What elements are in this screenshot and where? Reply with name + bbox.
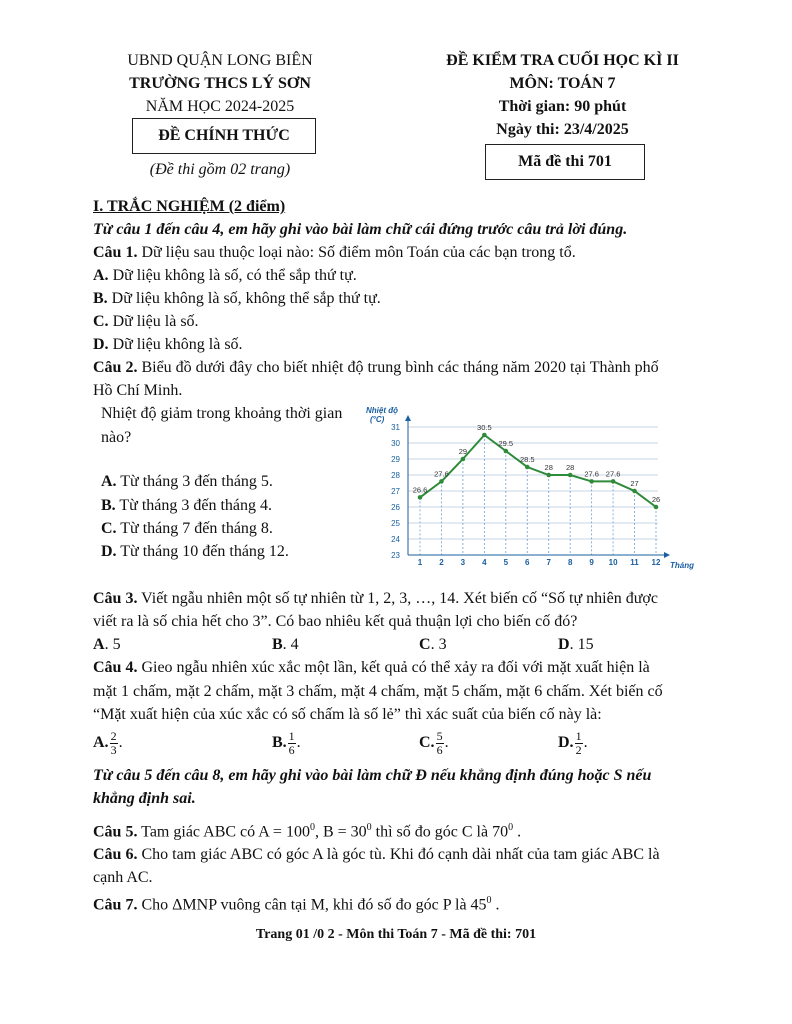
denominator: 6 (288, 743, 295, 757)
x-tick-label: 7 (546, 558, 551, 567)
y-tick-label: 29 (391, 455, 400, 464)
q1-option-a (93, 266, 357, 286)
question-text: Viết ngẫu nhiên một số tự nhiên từ 1, 2, 3, …, 14. Xét biến cố “Số tự nhiên được (137, 590, 658, 607)
option-letter: C. (101, 520, 117, 537)
data-point (546, 473, 551, 478)
option-letter: D. (558, 734, 574, 752)
option-letter: D. (93, 336, 109, 353)
question-6-cont: cạnh AC. (93, 869, 153, 886)
option-text: . 15 (569, 636, 594, 653)
page-footer: Trang 01 /0 2 - Môn thi Toán 7 - Mã đề thi: 701 (255, 927, 537, 942)
district-name: UBND QUẬN LONG BIÊN (127, 52, 313, 69)
q2-option-b (101, 496, 272, 516)
data-point (525, 465, 530, 470)
x-tick-label: 8 (567, 558, 573, 567)
exam-code-box (485, 144, 645, 180)
numerator: 2 (110, 729, 117, 743)
x-tick-label: 9 (589, 558, 594, 567)
data-point (461, 457, 466, 462)
option-letter: C (419, 636, 431, 653)
x-tick-label: 2 (439, 558, 444, 567)
question-4 (93, 658, 650, 678)
option-letter: D (558, 636, 570, 653)
section-title: I. TRẮC NGHIỆM (2 điểm) (93, 198, 286, 215)
data-point (568, 473, 573, 478)
option-letter: B. (272, 734, 287, 752)
question-2-cont: Hồ Chí Minh. (93, 382, 183, 399)
series-line (420, 435, 656, 507)
y-tick-label: 23 (391, 551, 400, 560)
question-text: Biểu đồ dưới đây cho biết nhiệt độ trung bình các tháng năm 2020 tại Thành phố (137, 359, 659, 376)
q3-option-a (93, 635, 121, 655)
question-text: Dữ liệu sau thuộc loại nào: Số điểm môn Toán của các bạn trong tổ. (137, 244, 576, 261)
y-axis-title-2: (°C) (370, 415, 385, 424)
question-label: Câu 1. (93, 244, 138, 261)
data-label: 26.6 (412, 485, 428, 495)
q4-option-d: D. $\frac{1}{2}$ . (558, 729, 588, 757)
data-point (611, 479, 616, 484)
school-name: TRƯỜNG THCS LÝ SƠN (129, 75, 311, 92)
exam-time: Thời gian: 90 phút (498, 98, 627, 115)
question-text: . (491, 896, 500, 914)
option-letter: A. (93, 734, 109, 752)
question-text: , B = 30 (314, 823, 367, 841)
q4-option-b: B. $\frac{1}{6}$ . (272, 729, 301, 757)
fraction (575, 730, 583, 757)
data-label: 27.6 (434, 469, 449, 479)
numerator: 1 (575, 729, 582, 743)
exam-title: ĐỀ KIỂM TRA CUỐI HỌC KÌ II (446, 52, 679, 69)
option-letter: A. (101, 473, 117, 490)
q2-option-a (101, 472, 273, 492)
question-6 (93, 845, 660, 865)
header-left (110, 49, 330, 118)
data-label: 29.5 (498, 439, 514, 448)
x-axis-arrow (664, 552, 670, 558)
q2-prompt-2: nào? (101, 429, 132, 446)
data-label: 26 (651, 495, 661, 504)
q1-option-d (93, 335, 243, 355)
exam-date: Ngày thi: 23/4/2025 (496, 121, 629, 138)
option-text: . 5 (104, 636, 121, 653)
option-letter: B. (101, 497, 116, 514)
question-label: Câu 5. (93, 823, 138, 841)
question-7 (93, 891, 500, 915)
exam-code: Mã đề thi 701 (518, 153, 612, 170)
option-text: Dữ liệu không là số. (108, 336, 243, 353)
option-text: Dữ liệu không là số, không thể sắp thứ tự. (107, 290, 381, 307)
option-text: Từ tháng 7 đến tháng 8. (116, 520, 273, 537)
denominator: 2 (575, 743, 582, 757)
instruction-2-line-1: Từ câu 5 đến câu 8, em hãy ghi vào bài làm chữ Đ nếu khẳng định đúng hoặc S nếu (93, 767, 652, 784)
option-letter: B (272, 636, 283, 653)
data-label: 30.5 (477, 423, 492, 432)
data-point (418, 495, 423, 500)
question-5 (93, 818, 521, 842)
numerator: 5 (436, 729, 443, 743)
fraction (288, 730, 296, 757)
school-year: NĂM HỌC 2024-2025 (145, 98, 295, 115)
data-point (589, 479, 594, 484)
option-text: Từ tháng 3 đến tháng 5. (116, 473, 273, 490)
question-label: Câu 7. (93, 896, 138, 914)
y-tick-label: 25 (391, 519, 400, 528)
y-tick-label: 24 (391, 535, 400, 544)
y-axis-arrow (405, 415, 411, 421)
degree-sup: 0 (508, 822, 514, 833)
fraction (436, 730, 444, 757)
denominator: 6 (436, 743, 443, 757)
question-label: Câu 6. (93, 846, 138, 863)
y-tick-label: 31 (391, 423, 400, 432)
x-axis-title: Tháng (670, 561, 694, 570)
y-tick-label: 27 (391, 487, 400, 496)
q4-option-c: C. $\frac{5}{6}$ . (419, 729, 449, 757)
pages-note: (Đề thi gồm 02 trang) (149, 161, 291, 178)
official-exam-label: ĐỀ CHÍNH THỨC (158, 127, 290, 144)
q3-option-d (558, 635, 594, 655)
question-2 (93, 358, 659, 378)
data-point (439, 479, 444, 484)
x-tick-label: 6 (525, 558, 530, 567)
instruction-2-line-2: khẳng định sai. (93, 790, 196, 807)
q1-option-b (93, 289, 381, 309)
q1-option-c (93, 312, 199, 332)
option-text: Từ tháng 3 đến tháng 4. (115, 497, 273, 514)
data-point (632, 489, 637, 494)
option-letter: C. (93, 313, 109, 330)
option-letter: D. (101, 543, 117, 560)
data-label: 27 (630, 479, 639, 488)
question-text: Cho tam giác ABC có góc A là góc tù. Khi đó cạnh dài nhất của tam giác ABC là (137, 846, 660, 863)
question-4-cont-2: “Mặt xuất hiện của xúc xắc có số chấm là số lẻ” thì xác suất của biến cố này là: (93, 706, 602, 723)
q3-option-c (419, 635, 447, 655)
section-instruction: Từ câu 1 đến câu 4, em hãy ghi vào bài làm chữ cái đứng trước câu trả lời đúng. (93, 221, 628, 238)
data-label: 29 (458, 447, 468, 456)
question-label: Câu 2. (93, 359, 138, 376)
q3-option-b (272, 635, 299, 655)
data-point (654, 505, 659, 510)
data-point (504, 449, 509, 454)
y-axis-title-1: Nhiệt độ (366, 406, 398, 415)
option-text: Từ tháng 10 đến tháng 12. (116, 543, 289, 560)
data-label: 28 (566, 463, 575, 472)
data-label: 27.6 (605, 469, 621, 479)
degree-sup: 0 (366, 822, 372, 833)
y-tick-label: 30 (391, 439, 400, 448)
question-4-cont-1: mặt 1 chấm, mặt 2 chấm, mặt 3 chấm, mặt 4 chấm, mặt 5 chấm, mặt 6 chấm. Xét biến cố (93, 683, 663, 700)
data-label: 28 (544, 463, 553, 472)
q4-option-a: A. $\frac{2}{3}$ . (93, 729, 123, 757)
x-tick-label: 1 (417, 558, 423, 567)
option-letter: A. (93, 267, 109, 284)
option-letter: B. (93, 290, 108, 307)
question-text: . (513, 823, 522, 841)
x-tick-label: 12 (651, 558, 661, 567)
x-tick-label: 11 (630, 558, 639, 567)
exam-subject: MÔN: TOÁN 7 (509, 75, 616, 92)
x-tick-label: 5 (503, 558, 509, 567)
question-1 (93, 243, 576, 263)
option-letter: A (93, 636, 105, 653)
x-tick-label: 10 (608, 558, 618, 567)
q2-option-d (101, 542, 289, 562)
data-label: 28.5 (519, 455, 535, 464)
question-3-cont: viết ra là số chia hết cho 3”. Có bao nhiêu kết quả thuận lợi cho biến cố đó? (93, 613, 578, 630)
official-exam-box (132, 118, 316, 154)
numerator: 1 (288, 729, 295, 743)
y-tick-label: 28 (391, 471, 400, 480)
data-point (482, 433, 487, 438)
fraction (110, 730, 118, 757)
option-text: Dữ liệu không là số, có thể sắp thứ tự. (108, 267, 357, 284)
q2-prompt-1: Nhiệt độ giảm trong khoảng thời gian (101, 405, 343, 422)
denominator: 3 (110, 743, 117, 757)
question-label: Câu 3. (93, 590, 138, 607)
y-tick-label: 26 (391, 503, 400, 512)
degree-sup: 0 (309, 822, 315, 833)
temperature-line-chart (360, 400, 700, 575)
question-label: Câu 4. (93, 659, 138, 676)
x-tick-label: 4 (482, 558, 487, 567)
question-3 (93, 589, 658, 609)
option-text: . 4 (282, 636, 299, 653)
header-right (430, 49, 695, 141)
x-tick-label: 3 (460, 558, 466, 567)
option-letter: C. (419, 734, 435, 752)
degree-sup: 0 (486, 895, 492, 906)
data-label: 27.6 (584, 469, 599, 479)
option-text: Dữ liệu là số. (108, 313, 199, 330)
question-text: thì số đo góc C là 70 (371, 823, 509, 841)
q2-option-c (101, 519, 273, 539)
question-text: Gieo ngẫu nhiên xúc xắc một lần, kết quả có thể xảy ra đối với mặt xuất hiện là (137, 659, 650, 676)
option-text: . 3 (430, 636, 447, 653)
question-text: Cho ΔMNP vuông cân tại M, khi đó số đo góc P là 45 (137, 896, 487, 914)
question-text: Tam giác ABC có A = 100 (137, 823, 310, 841)
